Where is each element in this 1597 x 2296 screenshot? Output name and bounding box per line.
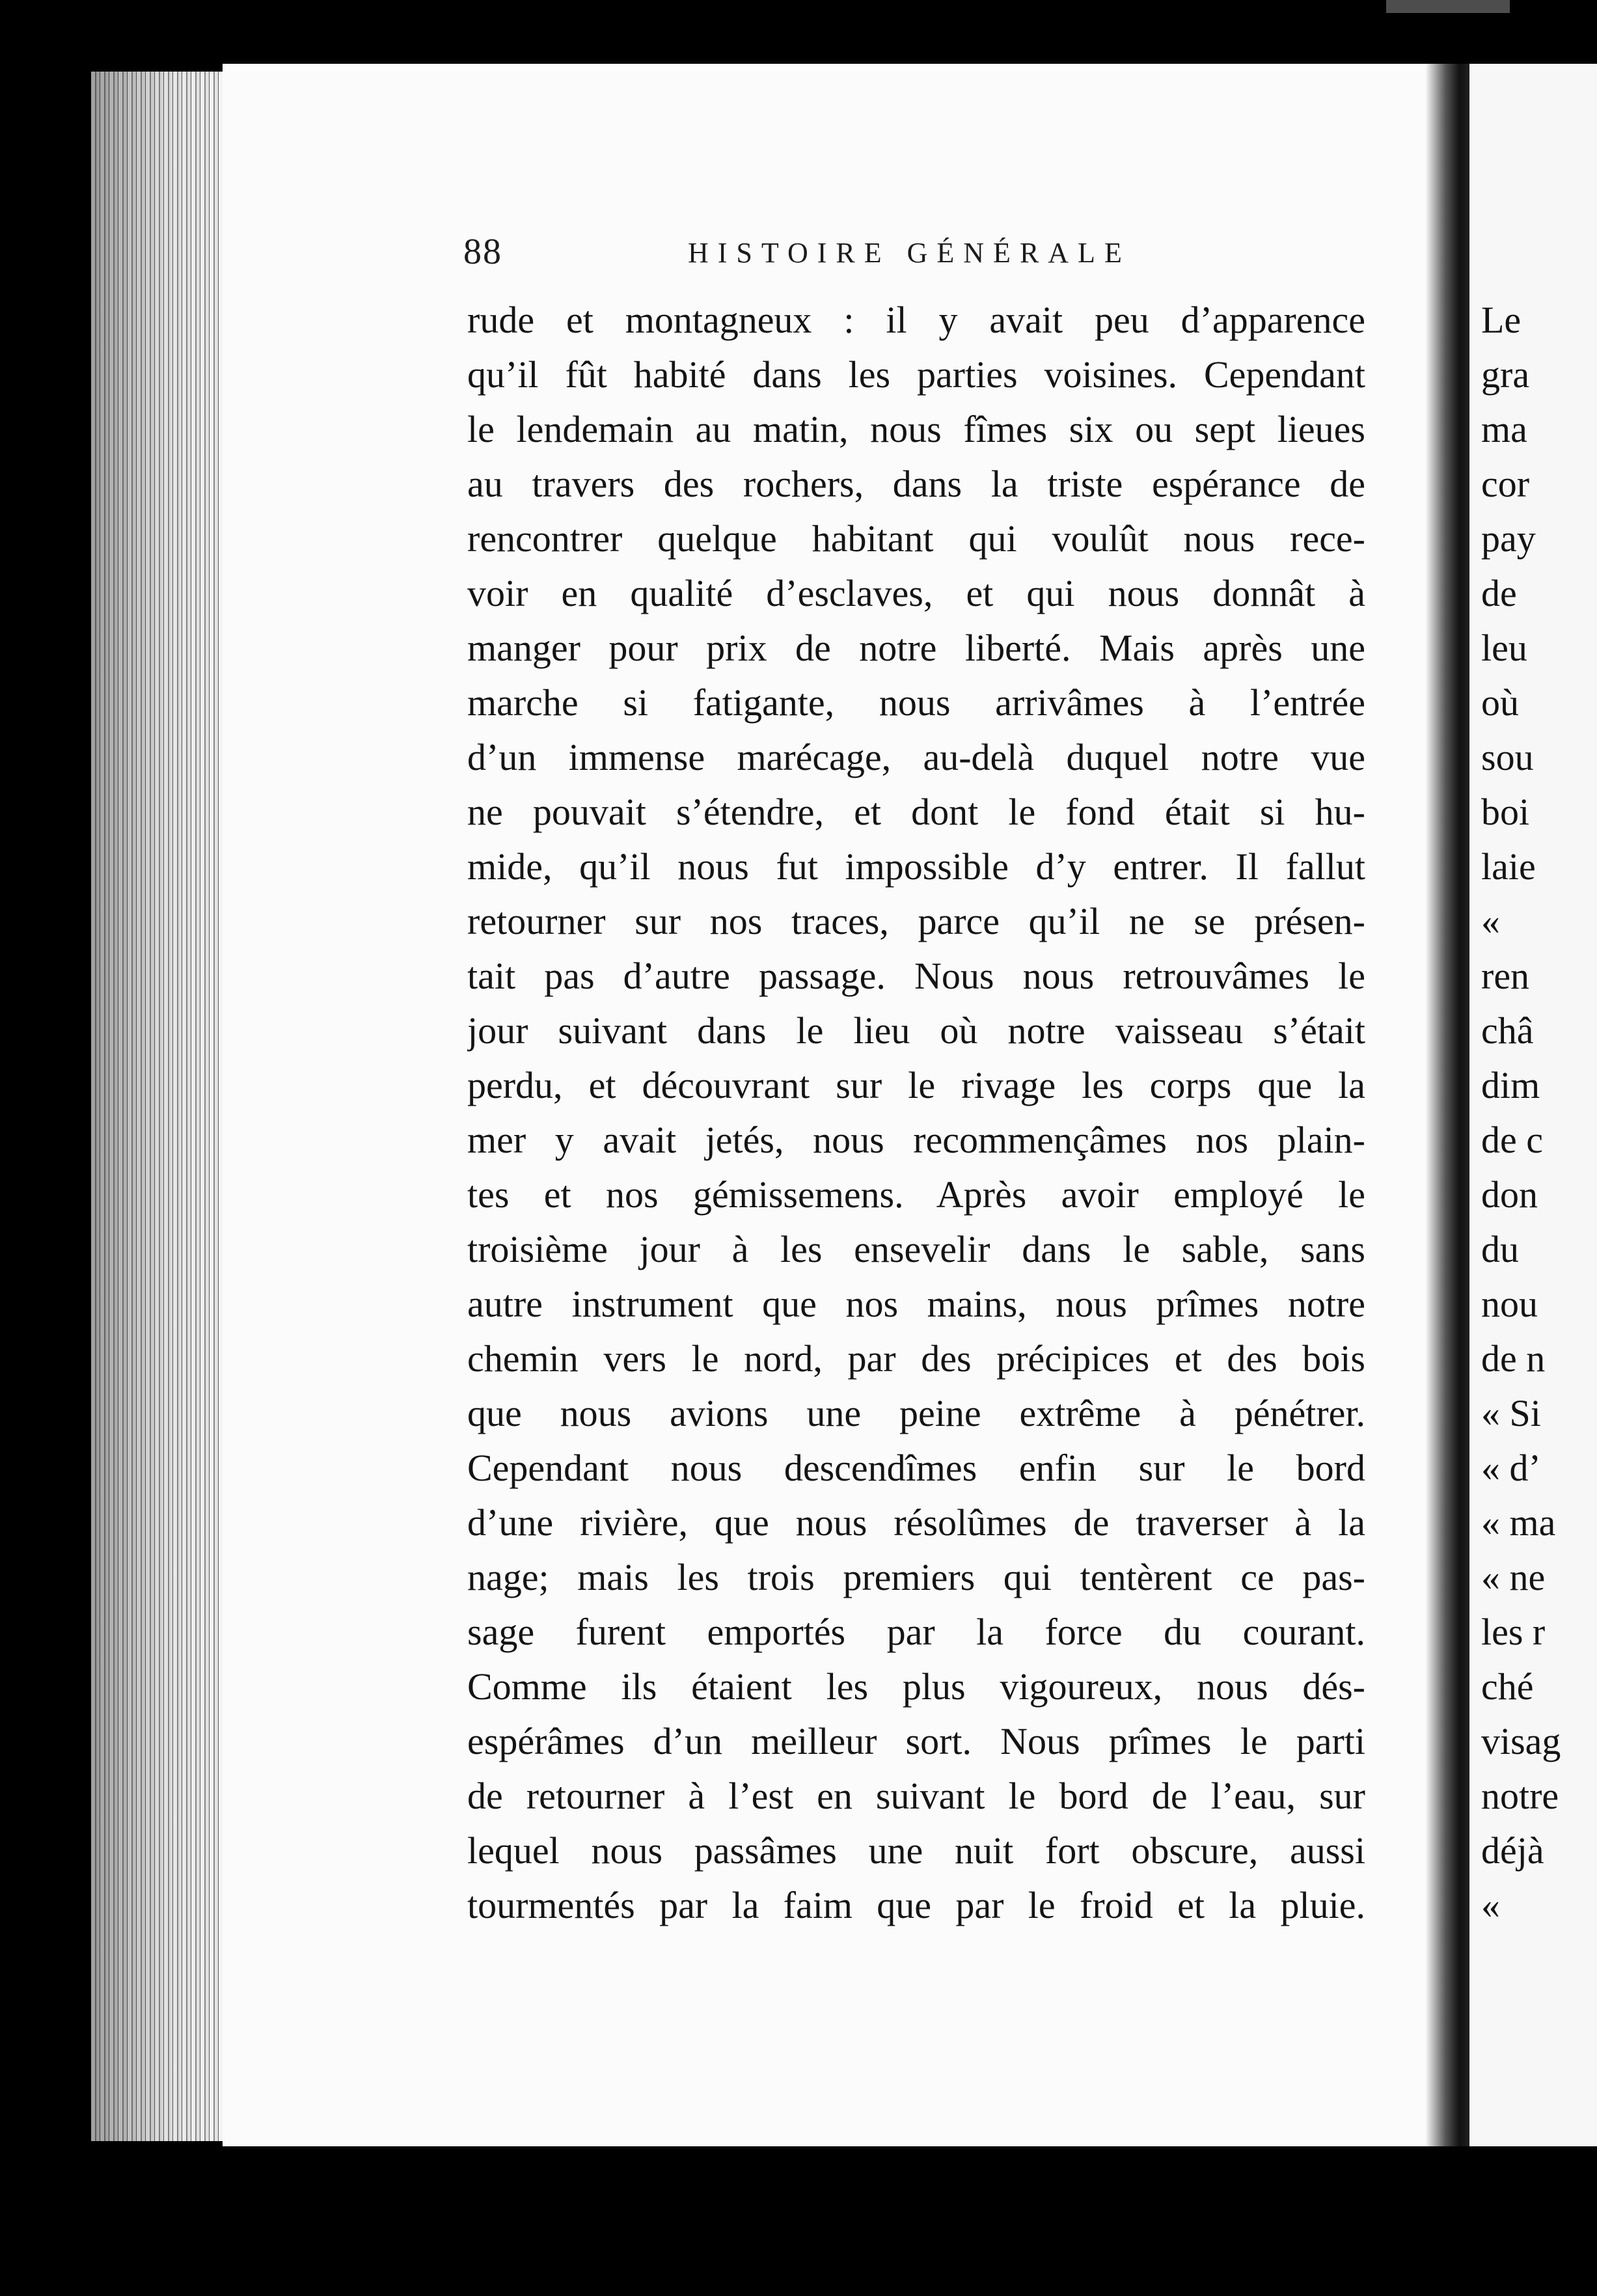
facing-line: « Si <box>1481 1392 1541 1434</box>
text-line: tait pas d’autre passage. Nous nous retrouvâmes le <box>467 955 1365 997</box>
facing-line: leu <box>1481 627 1527 669</box>
text-line: ne pouvait s’étendre, et dont le fond était si hu- <box>467 791 1365 833</box>
text-line: Comme ils étaient les plus vigoureux, nous dés- <box>467 1665 1365 1708</box>
text-line: d’une rivière, que nous résolûmes de traverser à la <box>467 1501 1365 1544</box>
facing-line: ché <box>1481 1665 1534 1708</box>
header-title: HISTOIRE GÉNÉRALE <box>688 237 1131 269</box>
facing-line: visag <box>1481 1720 1561 1762</box>
text-line: nage; mais les trois premiers qui tentèrent ce pas- <box>467 1556 1365 1598</box>
text-line: perdu, et découvrant sur le rivage les corps que la <box>467 1064 1365 1106</box>
text-line: tes et nos gémissemens. Après avoir employé le <box>467 1173 1365 1216</box>
facing-line: déjà <box>1481 1829 1544 1872</box>
text-line: mide, qu’il nous fut impossible d’y entrer. Il fallut <box>467 845 1365 888</box>
facing-line: « ne <box>1481 1556 1546 1598</box>
text-line: rencontrer quelque habitant qui voulût nous rece- <box>467 517 1365 560</box>
text-line: jour suivant dans le lieu où notre vaisseau s’était <box>467 1009 1365 1052</box>
text-line: sage furent emportés par la force du courant. <box>467 1611 1365 1653</box>
text-line: autre instrument que nos mains, nous prîmes notre <box>467 1283 1365 1325</box>
facing-line: « ma <box>1481 1501 1556 1544</box>
facing-line: boi <box>1481 791 1530 833</box>
text-line: retourner sur nos traces, parce qu’il ne se présen- <box>467 900 1365 942</box>
text-line: troisième jour à les ensevelir dans le sable, sans <box>467 1228 1365 1270</box>
facing-line: nou <box>1481 1283 1538 1325</box>
facing-line: pay <box>1481 517 1536 560</box>
facing-line: don <box>1481 1173 1538 1216</box>
text-line: au travers des rochers, dans la triste espérance de <box>467 463 1365 505</box>
text-line: d’un immense marécage, au-delà duquel notre vue <box>467 736 1365 778</box>
facing-line: de c <box>1481 1119 1543 1161</box>
text-line: rude et montagneux : il y avait peu d’apparence <box>467 299 1365 341</box>
text-line: tourmentés par la faim que par le froid et la pluie. <box>467 1884 1365 1926</box>
text-line: manger pour prix de notre liberté. Mais après une <box>467 627 1365 669</box>
facing-line: gra <box>1481 353 1530 396</box>
text-line: marche si fatigante, nous arrivâmes à l’entrée <box>467 681 1365 724</box>
text-line: voir en qualité d’esclaves, et qui nous donnât à <box>467 572 1365 614</box>
facing-line: dim <box>1481 1064 1540 1106</box>
facing-line: « d’ <box>1481 1447 1541 1489</box>
text-line: de retourner à l’est en suivant le bord de l’eau, sur <box>467 1775 1365 1817</box>
page-edge-shading <box>91 72 225 2141</box>
running-head <box>463 231 1378 283</box>
page-number: 88 <box>463 232 502 272</box>
facing-line: châ <box>1481 1009 1534 1052</box>
text-line: mer y avait jetés, nous recommençâmes nos plain- <box>467 1119 1365 1161</box>
facing-line: cor <box>1481 463 1530 505</box>
text-line: chemin vers le nord, par des précipices et des bois <box>467 1337 1365 1380</box>
facing-line: du <box>1481 1228 1519 1270</box>
book-gutter <box>1425 64 1471 2146</box>
facing-line: « <box>1481 1884 1500 1926</box>
scan-artifact <box>1386 0 1510 13</box>
facing-page <box>1469 64 1597 2146</box>
text-line: espérâmes d’un meilleur sort. Nous prîmes le parti <box>467 1720 1365 1762</box>
facing-line: laie <box>1481 845 1536 888</box>
facing-line: où <box>1481 681 1519 724</box>
text-line: que nous avions une peine extrême à pénétrer. <box>467 1392 1365 1434</box>
text-line: le lendemain au matin, nous fîmes six ou sept lieues <box>467 408 1365 450</box>
facing-line: notre <box>1481 1775 1559 1817</box>
text-line: lequel nous passâmes une nuit fort obscure, aussi <box>467 1829 1365 1872</box>
body-text <box>467 293 1365 1933</box>
facing-line: ren <box>1481 955 1530 997</box>
facing-line: sou <box>1481 736 1534 778</box>
facing-line: les r <box>1481 1611 1546 1653</box>
text-line: qu’il fût habité dans les parties voisines. Cependant <box>467 353 1365 396</box>
facing-line: Le <box>1481 299 1522 341</box>
facing-line: « <box>1481 900 1500 942</box>
facing-line: ma <box>1481 408 1527 450</box>
facing-line: de n <box>1481 1337 1546 1380</box>
text-line: Cependant nous descendîmes enfin sur le bord <box>467 1447 1365 1489</box>
facing-line: de <box>1481 572 1517 614</box>
